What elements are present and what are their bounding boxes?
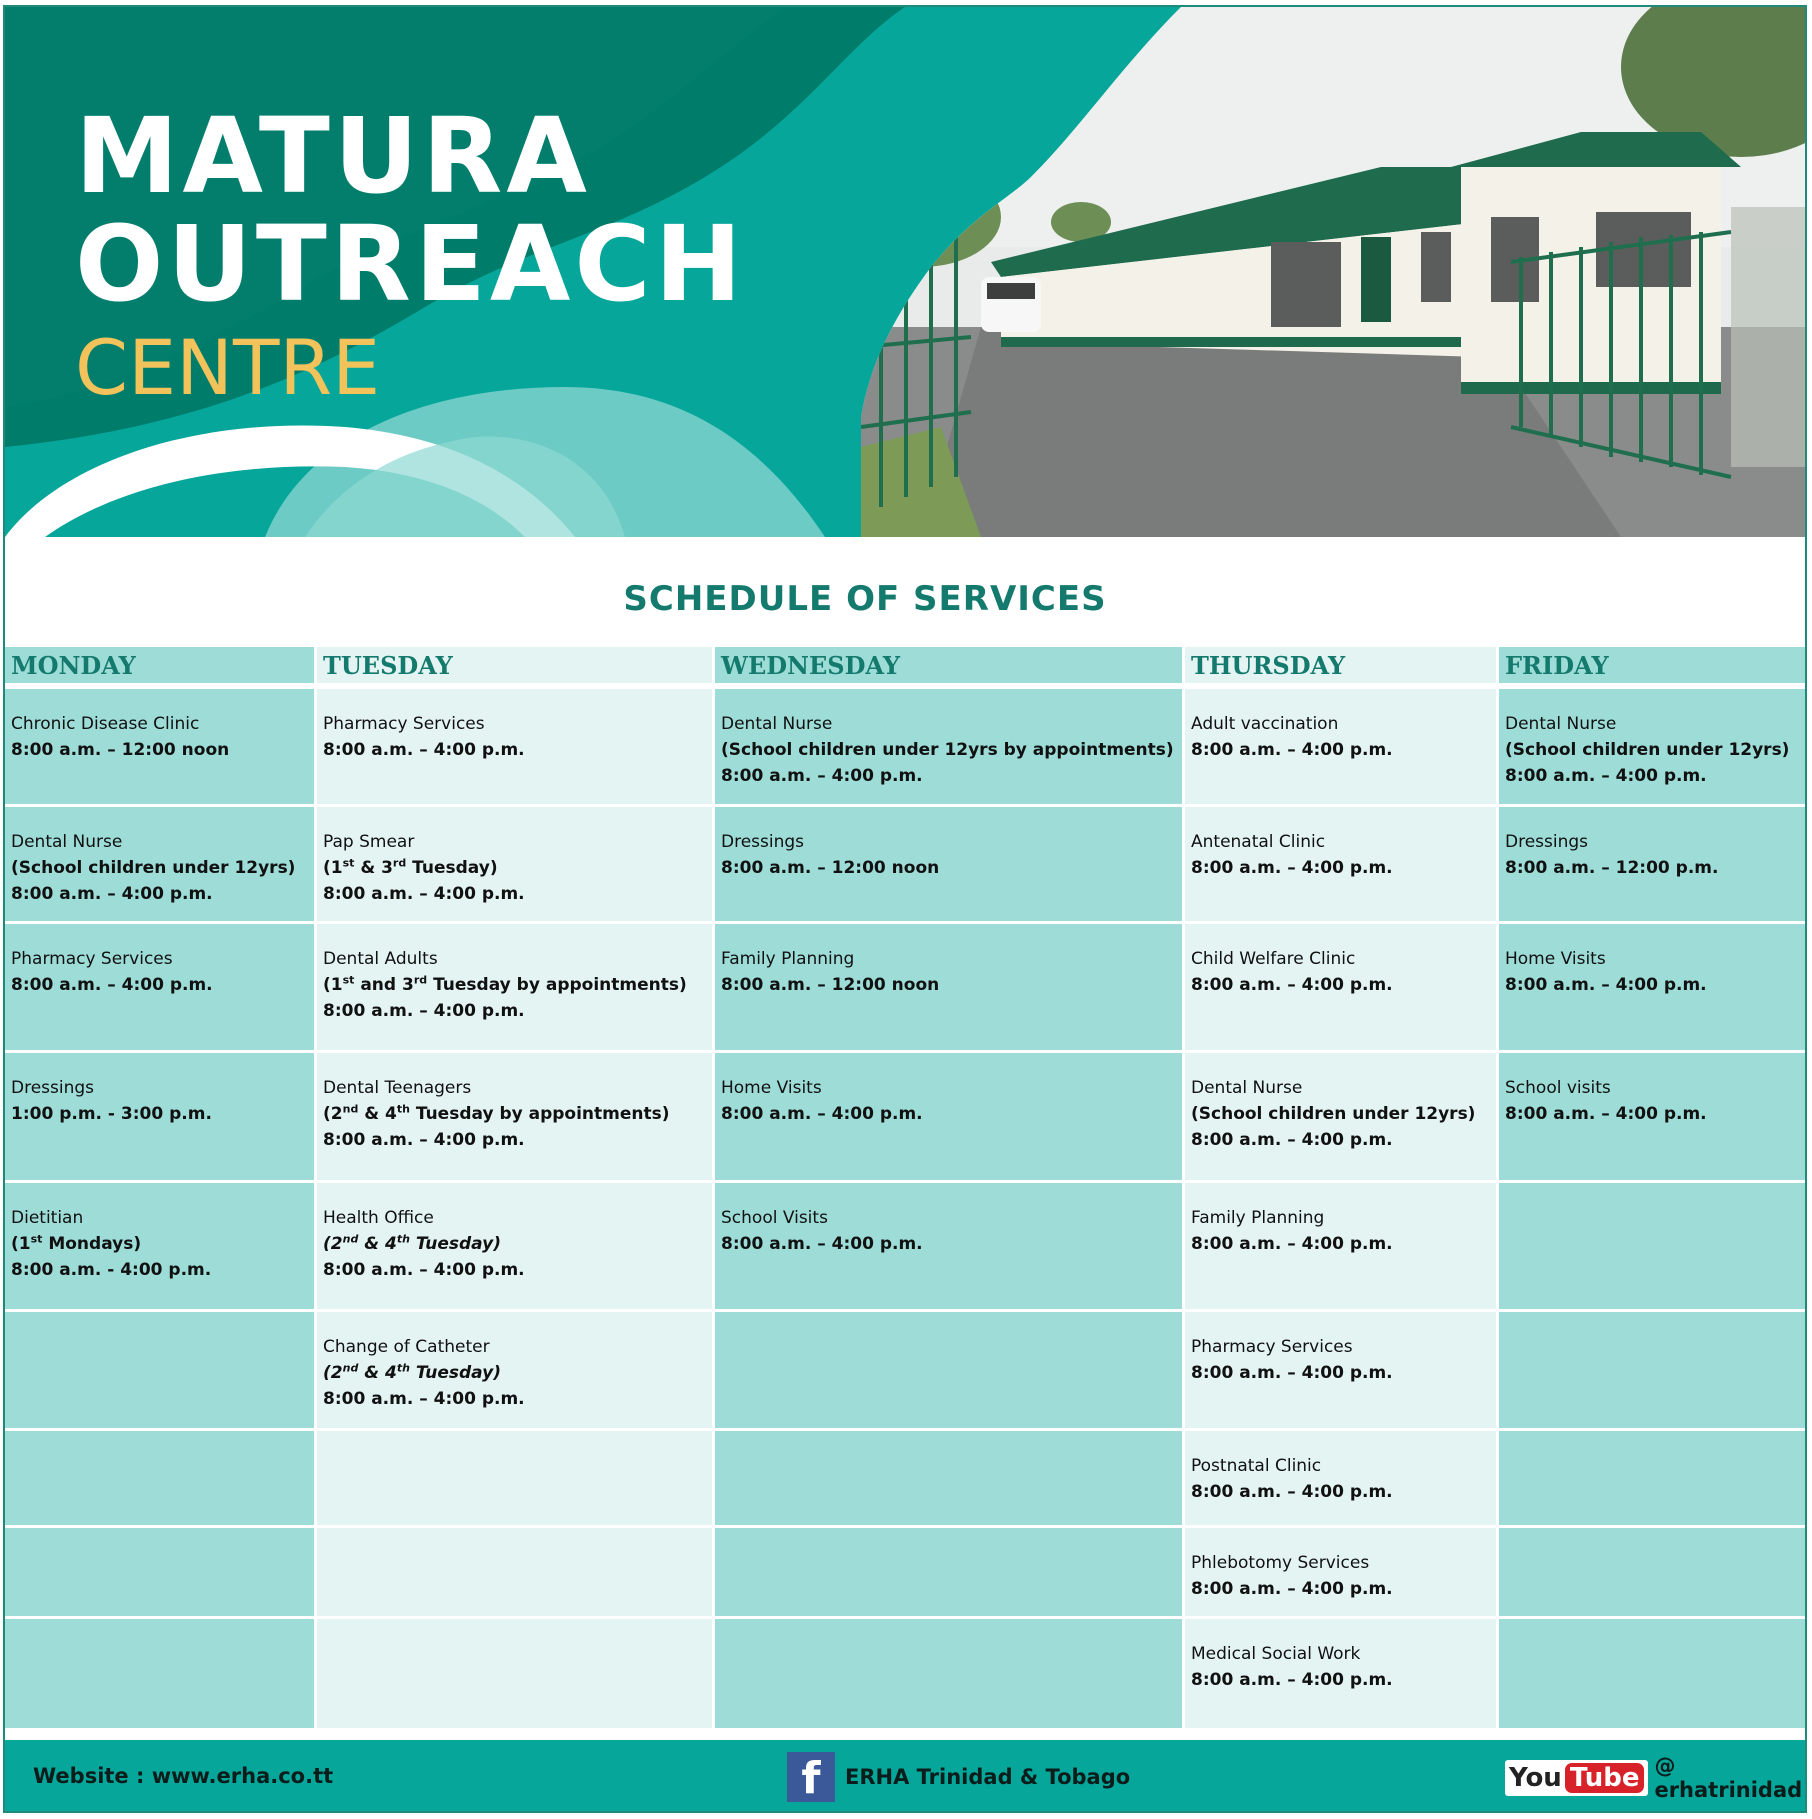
service-detail: (School children under 12yrs): [11, 858, 296, 878]
service-name: Chronic Disease Clinic: [11, 714, 200, 734]
schedule-cell: [1185, 1619, 1496, 1728]
youtube-link[interactable]: [1505, 1754, 1807, 1802]
service-detail: 8:00 a.m. – 4:00 p.m.: [1191, 858, 1393, 878]
schedule-cell: [715, 1053, 1182, 1180]
service-name: Dental Nurse: [1505, 714, 1617, 734]
website-link[interactable]: Website : www.erha.co.tt: [33, 1764, 334, 1788]
schedule-cell: [5, 1053, 314, 1180]
service-detail: 8:00 a.m. – 4:00 p.m.: [1191, 1482, 1393, 1502]
service-detail: 8:00 a.m. – 4:00 p.m.: [1505, 766, 1707, 786]
day-header: TUESDAY: [317, 647, 712, 683]
schedule-cell: [1499, 1312, 1807, 1428]
day-header: FRIDAY: [1499, 647, 1807, 683]
service-name: Dental Nurse: [11, 832, 123, 852]
service-detail: 8:00 a.m. – 4:00 p.m.: [721, 1104, 923, 1124]
service-detail: (2nd & 4th Tuesday): [323, 1232, 501, 1254]
schedule-cell: [317, 1183, 712, 1309]
service-name: Health Office: [323, 1208, 434, 1228]
schedule-cell: [1185, 807, 1496, 921]
schedule-cell: [715, 1528, 1182, 1616]
title-line-2: OUTREACH: [75, 203, 746, 325]
youtube-icon: [1505, 1760, 1648, 1796]
service-name: Family Planning: [721, 949, 855, 969]
day-header: WEDNESDAY: [715, 647, 1182, 683]
service-name: Dental Adults: [323, 949, 438, 969]
service-name: Phlebotomy Services: [1191, 1553, 1370, 1573]
service-detail: 8:00 a.m. – 4:00 p.m.: [721, 1234, 923, 1254]
schedule-cell: [5, 1431, 314, 1525]
service-detail: 8:00 a.m. – 4:00 p.m.: [1191, 740, 1393, 760]
service-detail: 8:00 a.m. – 4:00 p.m.: [323, 1001, 525, 1021]
footer: [5, 1740, 1807, 1812]
service-name: Antenatal Clinic: [1191, 832, 1326, 852]
day-header: THURSDAY: [1185, 647, 1496, 683]
service-detail: (School children under 12yrs): [1191, 1104, 1476, 1124]
title-block: [75, 95, 746, 412]
centre-photo: [861, 7, 1807, 537]
service-detail: 8:00 a.m. – 4:00 p.m.: [1191, 1670, 1393, 1690]
service-name: School Visits: [721, 1208, 828, 1228]
service-detail: 8:00 a.m. – 12:00 p.m.: [1505, 858, 1719, 878]
service-detail: 8:00 a.m. – 4:00 p.m.: [11, 975, 213, 995]
service-name: Child Welfare Clinic: [1191, 949, 1356, 969]
service-detail: (1st & 3rd Tuesday): [323, 856, 498, 878]
schedule-cell: [715, 1619, 1182, 1728]
schedule-cell: [317, 1053, 712, 1180]
service-name: Dental Nurse: [721, 714, 833, 734]
service-detail: 8:00 a.m. – 4:00 p.m.: [1505, 1104, 1707, 1124]
service-name: Dietitian: [11, 1208, 84, 1228]
header-banner: [5, 7, 1807, 537]
schedule-cell: [715, 689, 1182, 804]
service-detail: (School children under 12yrs by appointments): [721, 740, 1174, 760]
schedule-cell: [1185, 689, 1496, 804]
schedule-cell: [1499, 1053, 1807, 1180]
service-name: Dressings: [11, 1078, 95, 1098]
service-detail: 1:00 p.m. - 3:00 p.m.: [11, 1104, 212, 1124]
schedule-cell: [1499, 1431, 1807, 1525]
schedule-cell: [317, 807, 712, 921]
service-name: Pharmacy Services: [11, 949, 173, 969]
schedule-cell: [1499, 689, 1807, 804]
schedule-cell: [5, 807, 314, 921]
service-name: Home Visits: [721, 1078, 822, 1098]
service-detail: 8:00 a.m. – 4:00 p.m.: [1191, 975, 1393, 995]
schedule-cell: [5, 1619, 314, 1728]
schedule-cell: [715, 1312, 1182, 1428]
schedule-cell: [317, 924, 712, 1050]
service-name: Pharmacy Services: [323, 714, 485, 734]
facebook-label: ERHA Trinidad & Tobago: [845, 1765, 1131, 1789]
schedule-cell: [317, 1528, 712, 1616]
service-detail: (1st Mondays): [11, 1232, 142, 1254]
service-detail: 8:00 a.m. – 4:00 p.m.: [323, 1389, 525, 1409]
schedule-cell: [5, 1183, 314, 1309]
service-detail: 8:00 a.m. – 4:00 p.m.: [1191, 1363, 1393, 1383]
service-name: Pap Smear: [323, 832, 415, 852]
service-detail: (2nd & 4th Tuesday): [323, 1361, 501, 1383]
schedule-cell: [1499, 807, 1807, 921]
schedule-cell: [1185, 1053, 1496, 1180]
service-detail: (School children under 12yrs): [1505, 740, 1790, 760]
schedule-cell: [715, 807, 1182, 921]
service-detail: 8:00 a.m. – 4:00 p.m.: [721, 766, 923, 786]
service-detail: 8:00 a.m. – 12:00 noon: [11, 740, 230, 760]
service-detail: 8:00 a.m. – 4:00 p.m.: [323, 740, 525, 760]
schedule-cell: [1499, 1528, 1807, 1616]
service-name: Family Planning: [1191, 1208, 1325, 1228]
service-name: Dental Nurse: [1191, 1078, 1303, 1098]
service-name: Dressings: [721, 832, 805, 852]
schedule-title: SCHEDULE OF SERVICES: [623, 579, 1107, 619]
day-header: MONDAY: [5, 647, 314, 683]
service-detail: 8:00 a.m. – 4:00 p.m.: [11, 884, 213, 904]
service-detail: (2nd & 4th Tuesday by appointments): [323, 1102, 670, 1124]
schedule-cell: [317, 689, 712, 804]
service-name: Medical Social Work: [1191, 1644, 1361, 1664]
schedule-cell: [5, 924, 314, 1050]
schedule-cell: [317, 1312, 712, 1428]
schedule-cell: [317, 1431, 712, 1525]
schedule-cell: [1185, 924, 1496, 1050]
schedule-cell: [5, 689, 314, 804]
title-line-1: MATURA: [75, 95, 591, 217]
service-detail: 8:00 a.m. – 4:00 p.m.: [1191, 1130, 1393, 1150]
service-detail: 8:00 a.m. - 4:00 p.m.: [11, 1260, 212, 1280]
schedule-cell: [1185, 1183, 1496, 1309]
schedule-cell: [1499, 1619, 1807, 1728]
service-name: School visits: [1505, 1078, 1611, 1098]
service-name: Home Visits: [1505, 949, 1606, 969]
schedule-cell: [715, 924, 1182, 1050]
schedule-cell: [317, 1619, 712, 1728]
facebook-link[interactable]: [787, 1752, 1130, 1802]
schedule-cell: [715, 1431, 1182, 1525]
service-detail: 8:00 a.m. – 4:00 p.m.: [1505, 975, 1707, 995]
schedule-cell: [1499, 1183, 1807, 1309]
schedule-cell: [1185, 1528, 1496, 1616]
service-detail: 8:00 a.m. – 4:00 p.m.: [323, 884, 525, 904]
service-detail: 8:00 a.m. – 4:00 p.m.: [323, 1130, 525, 1150]
service-detail: 8:00 a.m. – 12:00 noon: [721, 858, 940, 878]
service-name: Postnatal Clinic: [1191, 1456, 1322, 1476]
service-detail: (1st and 3rd Tuesday by appointments): [323, 973, 687, 995]
youtube-handle: @ erhatrinidad: [1654, 1754, 1803, 1802]
schedule-cell: [5, 1312, 314, 1428]
title-line-3: CENTRE: [75, 323, 381, 412]
schedule-cell: [1185, 1312, 1496, 1428]
service-detail: 8:00 a.m. – 12:00 noon: [721, 975, 940, 995]
schedule-cell: [5, 1528, 314, 1616]
schedule-cell: [1185, 1431, 1496, 1525]
schedule-cell: [715, 1183, 1182, 1309]
service-detail: 8:00 a.m. – 4:00 p.m.: [1191, 1579, 1393, 1599]
schedule-cell: [1499, 924, 1807, 1050]
service-name: Pharmacy Services: [1191, 1337, 1353, 1357]
service-detail: 8:00 a.m. – 4:00 p.m.: [323, 1260, 525, 1280]
facebook-icon: f: [787, 1752, 835, 1802]
service-name: Dental Teenagers: [323, 1078, 472, 1098]
youtube-you: You: [1509, 1763, 1562, 1793]
service-detail: 8:00 a.m. – 4:00 p.m.: [1191, 1234, 1393, 1254]
service-name: Adult vaccination: [1191, 714, 1339, 734]
service-name: Dressings: [1505, 832, 1589, 852]
poster: [3, 5, 1807, 1813]
youtube-tube: Tube: [1565, 1763, 1645, 1793]
service-name: Change of Catheter: [323, 1337, 490, 1357]
